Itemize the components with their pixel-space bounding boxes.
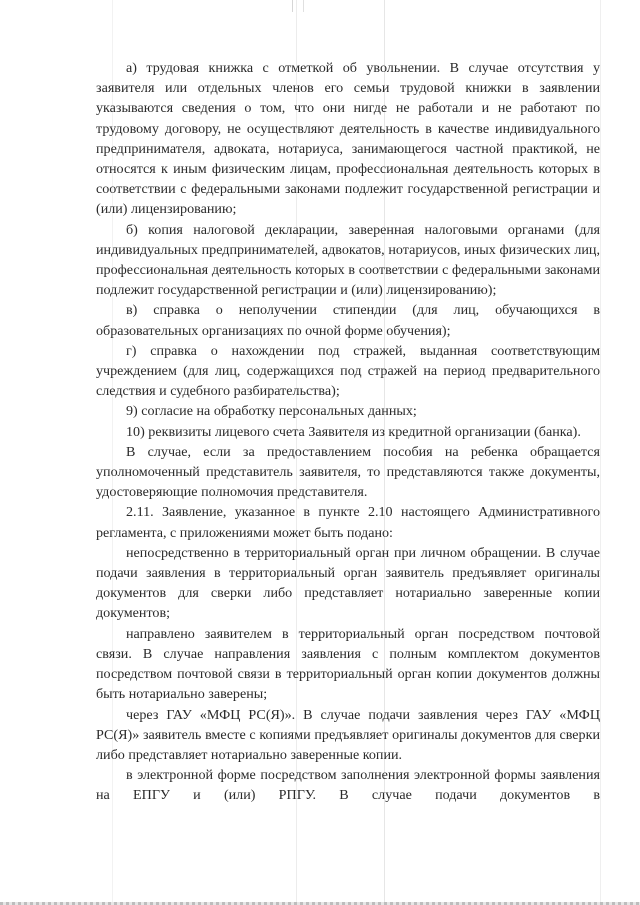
scan-binding-mark	[292, 0, 304, 12]
paragraph-electronic: в электронной форме посредством заполнения электронной формы заявления на ЕПГУ и (или) РПГУ. В случае подачи документов в	[96, 767, 600, 804]
paragraph-representative: В случае, если за предоставлением пособия на ребенка обращается уполномоченный представитель заявителя, то представляются также документы, удостоверяющие полномочия представителя.	[96, 443, 600, 501]
paragraph-personal-data-consent: 9) согласие на обработку персональных данных;	[126, 403, 417, 420]
paragraph-by-post: направлено заявителем в территориальный орган посредством почтовой связи. В случае направления заявления с полным комплектом документов посредством почтовой связи в территориальный орган копии документов должны быть нотариально заверены;	[96, 625, 600, 703]
paragraph-work-book: а) трудовая книжка с отметкой об увольнении. В случае отсутствия у заявителя или отдельных членов его семьи трудовой книжки в заявлении указываются сведения о том, что они нигде не работали и не работают по трудовому договору, не осуществляют деятельность в качестве индивидуального предпринимателя, адвоката, нотариуса, занимающегося частной практикой, не относятся к иным физическим лицам, профессиональная деятельность которых в соответствии с федеральными законами подлежит государственной регистрации и (или) лицензированию;	[96, 60, 600, 218]
paragraph-bank-details: 10) реквизиты лицевого счета Заявителя из кредитной организации (банка).	[126, 423, 581, 440]
paragraph-tax-declaration: б) копия налоговой декларации, заверенная налоговыми органами (для индивидуальных предпринимателей, адвокатов, нотариусов, иных физических лиц, профессиональная деятельность которых в соответствии с федеральными законами подлежит государственной регистрации и (или) лицензированию);	[96, 221, 600, 299]
scan-artifact-line	[600, 0, 601, 905]
paragraph-custody-certificate: г) справка о нахождении под стражей, выданная соответствующим учреждением (для лиц, содержащихся под стражей на период предварительного следствия и судебного разбирательства);	[96, 342, 600, 400]
paragraph-mfc: через ГАУ «МФЦ РС(Я)». В случае подачи заявления через ГАУ «МФЦ РС(Я)» заявитель вместе с копиями предъявляет оригиналы документов для сверки либо представляет нотариально заверенные копии.	[96, 706, 600, 763]
paragraph-stipend-certificate: в) справка о неполучении стипендии (для лиц, обучающихся в образовательных организациях по очной форме обучения);	[96, 302, 600, 339]
document-body	[96, 58, 600, 806]
paragraph-in-person: непосредственно в территориальный орган при личном обращении. В случае подачи заявления в территориальный орган заявитель предъявляет оригиналы документов для сверки либо представляет нотариально заверенные копии документов;	[96, 544, 600, 622]
paragraph-section-2-11: 2.11. Заявление, указанное в пункте 2.10 настоящего Административного регламента, с приложениями может быть подано:	[96, 504, 600, 541]
